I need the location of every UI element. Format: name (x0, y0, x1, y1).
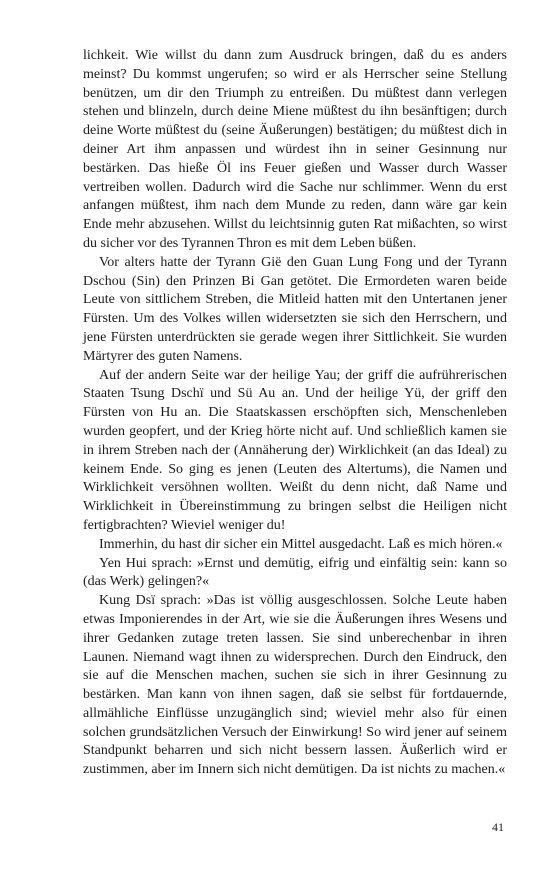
paragraph-6: Kung Dsï sprach: »Das ist völlig ausgeschlossen. Solche Leute haben etwas Imponierendes in der Art, wie sie die Äußerungen ihres Wesens und ihrer Gedanken zutage treten lassen. Sie sind unberechenbar in ihren Launen. Niemand wagt ihnen zu widersprechen. Durch den Eindruck, den sie auf die Menschen machen, suchen sie sich in ihrer Gesinnung zu bestärken. Man kann von ihnen sagen, daß sie selbst für fortdauernde, allmähliche Einflüsse unzugänglich sind; wieviel mehr also für einen solchen grundsätzlichen Versuch der Einwirkung! So wird jener auf seinem Standpunkt beharren und sich nicht bessern lassen. Äußerlich wird er zustimmen, aber im Innern sich nicht demütigen. Da ist nichts zu machen.« (83, 593, 507, 778)
paragraph-1: lichkeit. Wie willst du dann zum Ausdruck bringen, daß du es anders meinst? Du kommst ungerufen; so wird er als Herrscher seine Stellung benützen, um dir den Triumph zu entreißen. Du müßtest dann verlegen stehen und blinzeln, durch deine Miene müßtest du ihn besänftigen; durch deine Worte müßtest du (seine Äußerungen) bestätigen; du müßtest dich in deiner Art ihm anpassen und würdest ihn in seiner Gesinnung nur bestärken. Das hieße Öl ins Feuer gießen und Wasser durch Wasser vertreiben wollen. Dadurch wird die Sache nur schlimmer. Wenn du erst anfangen müßtest, ihm nach dem Munde zu reden, dann wäre gar kein Ende mehr abzusehen. Willst du leichtsinnig guten Rat mißachten, so wirst du sicher vor des Tyrannen Thron es mit dem Leben büßen. (83, 48, 507, 251)
paragraph-2: Vor alters hatte der Tyrann Gië den Guan Lung Fong und der Tyrann Dschou (Sin) den Prinzen Bi Gan getötet. Die Ermordeten waren beide Leute von sittlichem Streben, die Mitleid hatten mit den Untertanen jener Fürsten. Um des Volkes willen widersetzten sie sich den Herrschern, und jene Fürsten unterdrückten sie gerade wegen ihrer Sittlichkeit. Sie wurden Märtyrer des guten Namens. (83, 254, 507, 364)
paragraph-5: Yen Hui sprach: »Ernst und demütig, eifrig und einfältig sein: kann so (das Werk) gelingen?« (83, 555, 507, 590)
body-text (83, 47, 507, 780)
paragraph-3: Auf der andern Seite war der heilige Yau; der griff die aufrührerischen Staaten Tsung Dschï und Sü Au an. Und der heilige Yü, der griff den Fürsten von Hu an. Die Staatskassen erschöpften sich, Menschenleben wurden geopfert, und der Krieg hörte nicht auf. Und schließlich kamen sie in ihrem Streben nach der (Annäherung der) Wirklichkeit (an das Ideal) zu keinem Ende. So ging es jenen (Leuten des Altertums), die Namen und Wirklichkeit versöhnen wollten. Weißt du denn nicht, daß Name und Wirklichkeit in Übereinstimmung zu bringen selbst die Heiligen nicht fertigbrachten? Wieviel weniger du! (83, 367, 507, 533)
paragraph-4: Immerhin, du hast dir sicher ein Mittel ausgedacht. Laß es mich hören.« (99, 536, 503, 552)
page-number: 41 (492, 820, 504, 834)
